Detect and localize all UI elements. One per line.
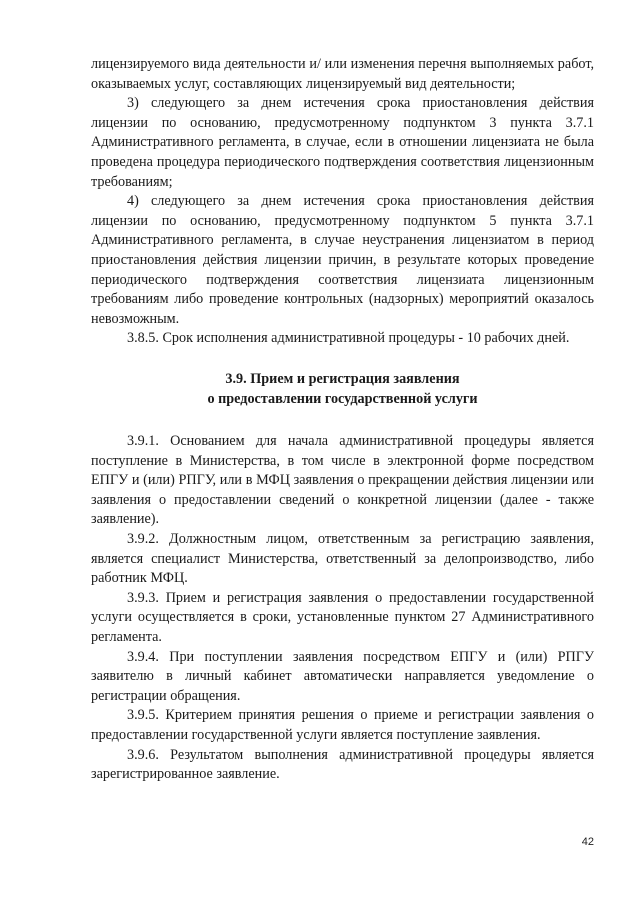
- page-number: 42: [581, 836, 594, 848]
- paragraph-3-9-3: 3.9.3. Прием и регистрация заявления о предоставлении государственной услуги осуществляется в сроки, установленные пунктом 27 Административного регламента.: [91, 589, 594, 646]
- paragraph-3-9-2: 3.9.2. Должностным лицом, ответственным за регистрацию заявления, является специалист Министерства, ответственный за делопроизводство, либо работник МФЦ.: [91, 531, 594, 587]
- paragraph-3-9-6: 3.9.6. Результатом выполнения административной процедуры является зарегистрированное заявление.: [91, 746, 594, 783]
- paragraph-item-4: 4) следующего за днем истечения срока приостановления действия лицензии по основанию, предусмотренному подпунктом 5 пункта 3.7.1 Административного регламента, в случае неустранения лицензиатом в период приостановления действия лицензии причин, в результате которых проведение периодического подтверждения соответствия лицензиата лицензионным требованиям либо проведение контрольных (надзорных) мероприятий оказалось невозможным.: [91, 193, 594, 327]
- document-body: [91, 55, 594, 785]
- section-heading-3-9: [91, 370, 594, 409]
- paragraph-item-3: 3) следующего за днем истечения срока приостановления действия лицензии по основанию, предусмотренному подпунктом 3 пункта 3.7.1 Административного регламента, в случае, если в отношении лицензиата не была проведена процедура периодического подтверждения соответствия лицензионным требованиям;: [91, 95, 594, 190]
- section-heading-line-1: 3.9. Прием и регистрация заявления: [225, 370, 460, 387]
- paragraph-3-9-5: 3.9.5. Критерием принятия решения о приеме и регистрации заявления о предоставлении государственной услуги является поступление заявления.: [91, 707, 594, 743]
- paragraph-3-9-4: 3.9.4. При поступлении заявления посредством ЕПГУ и (или) РПГУ заявителю в личный кабинет автоматически направляется уведомление о регистрации обращения.: [91, 648, 594, 704]
- paragraph-3-8-5: 3.8.5. Срок исполнения административной процедуры - 10 рабочих дней.: [127, 330, 570, 347]
- section-heading-line-2: о предоставлении государственной услуги: [207, 390, 478, 407]
- paragraph-continuation: лицензируемого вида деятельности и/ или изменения перечня выполняемых работ, оказываемых услуг, составляющих лицензируемый вид деятельности;: [91, 56, 594, 92]
- paragraph-3-9-1: 3.9.1. Основанием для начала административной процедуры является поступление в Министерства, в том числе в электронной форме посредством ЕПГУ и (или) РПГУ, или в МФЦ заявления о прекращении действия лицензии или заявления о предоставлении сведений о конкретной лицензии (далее - также заявление).: [91, 433, 594, 528]
